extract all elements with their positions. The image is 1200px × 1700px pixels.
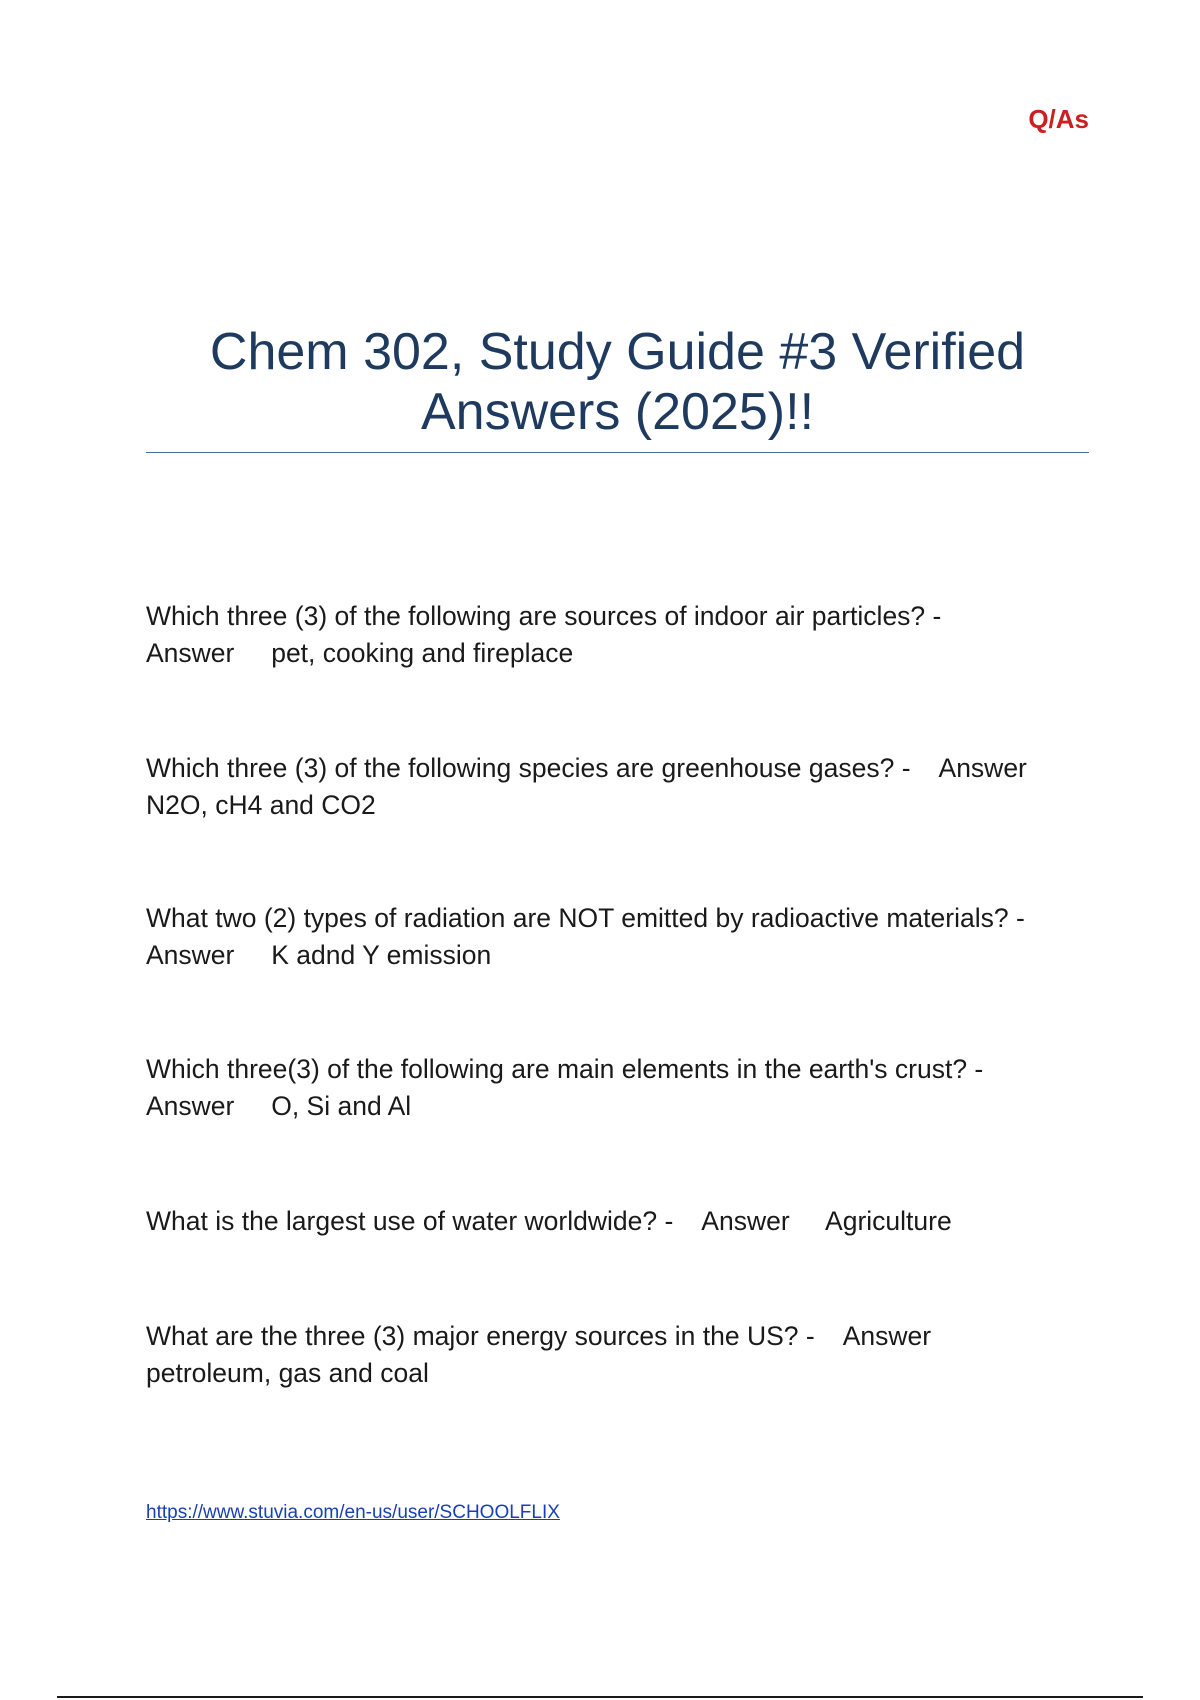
title-line-1: Chem 302, Study Guide #3 Verified [209, 323, 1026, 381]
qa-tag: Q/As [1028, 104, 1089, 134]
answer-label: Answer [146, 1091, 235, 1121]
answer-label: Answer [842, 1321, 932, 1351]
question-text: Which three (3) of the following are sources of indoor air particles? [146, 601, 926, 631]
title-line-2: Answers (2025)!! [420, 383, 815, 441]
qa-list [146, 598, 1096, 1392]
separator: - [967, 1054, 991, 1084]
question-text: What two (2) types of radiation are NOT emitted by radioactive materials? [146, 903, 1009, 933]
question-text: Which three (3) of the following species are greenhouse gases? [146, 753, 895, 783]
qa-item [146, 598, 1096, 672]
question-text: Which three(3) of the following are main elements in the earth's crust? [146, 1054, 968, 1084]
answer-text: O, Si and Al [271, 1091, 412, 1121]
qa-item [146, 1203, 1096, 1240]
answer-text: K adnd Y emission [271, 940, 492, 970]
answer-text: pet, cooking and fireplace [271, 638, 574, 668]
qa-item [146, 900, 1096, 974]
answer-label: Answer [146, 638, 235, 668]
question-text: What are the three (3) major energy sources in the US? [146, 1321, 799, 1351]
qa-item [146, 750, 1096, 824]
page-title [146, 322, 1089, 442]
answer-text: petroleum, gas and coal [146, 1358, 429, 1388]
separator: - [1008, 903, 1033, 933]
source-link[interactable]: https://www.stuvia.com/en-us/user/SCHOOLFLIX [146, 1502, 560, 1523]
answer-text: Agriculture [825, 1206, 952, 1236]
answer-text: N2O, cH4 and CO2 [146, 790, 376, 820]
qa-item [146, 1318, 1096, 1392]
separator: - [925, 601, 949, 631]
footer-divider [57, 1696, 1143, 1698]
answer-label: Answer [146, 940, 235, 970]
separator: - [657, 1206, 689, 1236]
question-text: What is the largest use of water worldwide? [146, 1206, 658, 1236]
answer-label: Answer [938, 753, 1027, 783]
answer-label: Answer [701, 1206, 790, 1236]
qa-item [146, 1051, 1096, 1125]
title-block [146, 322, 1089, 453]
separator: - [894, 753, 926, 783]
separator: - [798, 1321, 830, 1351]
